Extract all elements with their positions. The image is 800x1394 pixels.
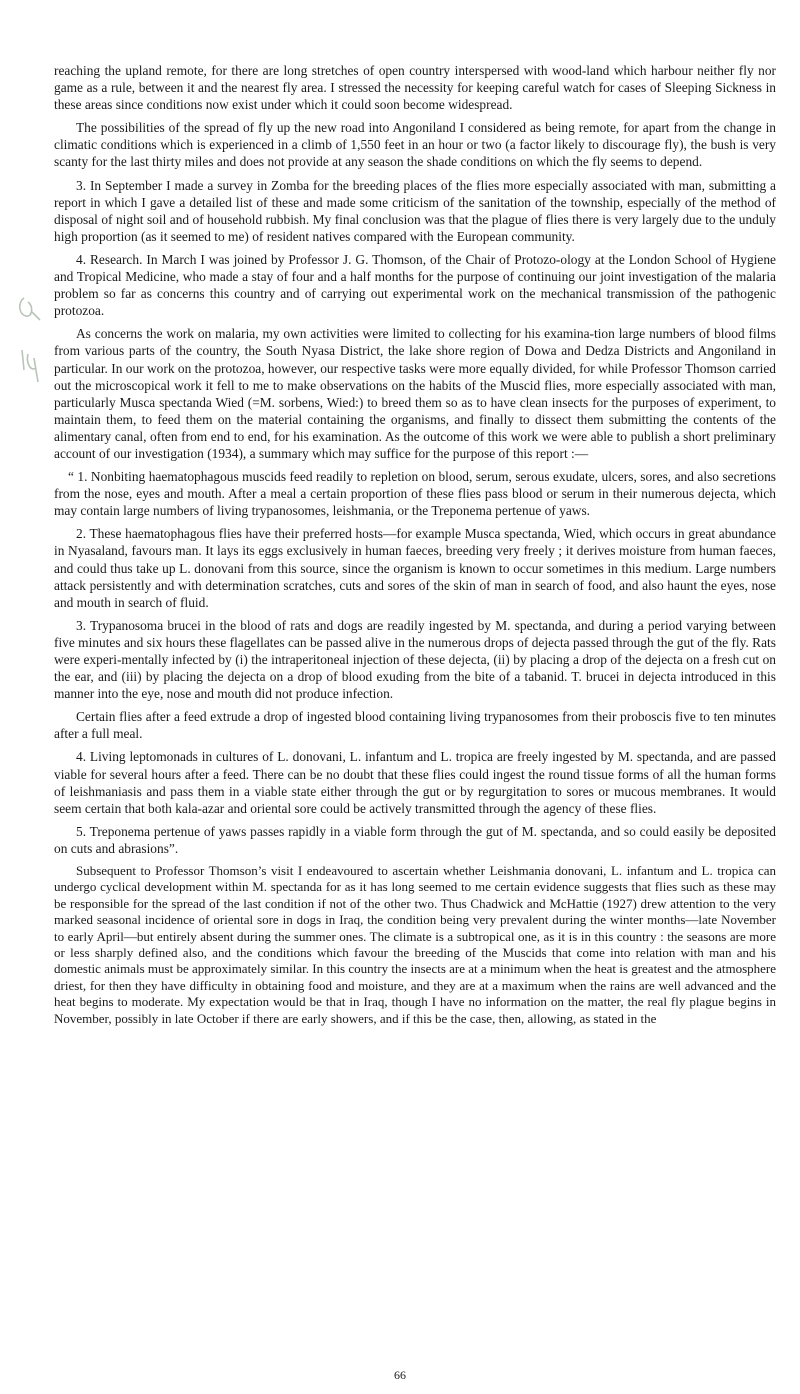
quoted-item-4: 4. Living leptomonads in cultures of L. donovani, L. infantum and L. tropica are freely ingested by M. spectanda, and are passed viable for several hours after a feed. There can be no doubt that these flies could ingest the round tissue forms of all the human forms of leishmaniasis and pass them in a viable state either through the gut or by regurgitation to sores or mucous membranes. It would seem certain that both kala-azar and oriental sore could be actively transmitted through the agency of these flies. [54, 749, 776, 816]
document-body [54, 62, 776, 1033]
paragraph: reaching the upland remote, for there are long stretches of open country interspersed with wood-land which harbour neither fly nor game as a rule, between it and the nearest fly area. I stressed the necessity for keeping careful watch for cases of Sleeping Sickness in these areas since conditions now exist under which it could soon become widespread. [54, 63, 776, 113]
paragraph: Subsequent to Professor Thomson’s visit I endeavoured to ascertain whether Leishmania donovani, L. infantum and L. tropica can undergo cyclical development within M. spectanda for as it has long seemed to me certain evidence suggests that flies such as these may be responsible for the spread of the last condition if not of the other two. Thus Chadwick and McHattie (1927) drew attention to the very marked seasonal incidence of oriental sore in dogs in Iraq, the condition being very prevalent during the winter months—late November to early April—but entirely absent during the summer ones. The climate is a subtropical one, as it is in this country : the seasons are more or less sharply defined also, and the conditions which favour the breeding of the Muscids that come into relation with man and his domestic animals must be approximately similar. In this country the insects are at a minimum when the heat is greatest and the atmosphere driest, for then they have difficulty in obtaining food and moisture, and they are at a maximum when the rains are well advanced and the heat begins to moderate. My expectation would be that in Iraq, though I have no information on the matter, the real fly plague begins in November, possibly in late October if there are early showers, and if this be the case, then, allowing, as stated in the [54, 863, 776, 1026]
paragraph-research: 4. Research. In March I was joined by Professor J. G. Thomson, of the Chair of Protozo-ology at the London School of Hygiene and Tropical Medicine, who made a stay of four and a half months for the purpose of continuing our joint investigation of the malaria problem so far as concerns this country and of carrying out experimental work on the mechanical transmission of the pathogenic protozoa. [54, 251, 776, 319]
quoted-item-1: “ 1. Nonbiting haematophagous muscids feed readily to repletion on blood, serum, serous exudate, ulcers, sores, and also secretions from the nose, eyes and mouth. After a meal a certain proportion of these flies pass blood or serum in their numerous dejecta, which may contain large numbers of living trypanosomes, leishmania, or the Treponema pertenue of yaws. [54, 469, 776, 519]
page-number: 66 [394, 1368, 406, 1382]
paragraph: Certain flies after a feed extrude a drop of ingested blood containing living trypanosomes from their proboscis five to ten minutes after a full meal. [54, 709, 776, 742]
quoted-item-3: 3. Trypanosoma brucei in the blood of rats and dogs are readily ingested by M. spectanda, and during a period varying between five minutes and six hours these flagellates can be passed alive in the numerous drops of dejecta passed through the gut of the fly. Rats were experi-mentally infected by (i) the intraperitoneal injection of these dejecta, (ii) by placing a drop of the dejecta on a fresh cut on the ear, and (iii) by placing the dejecta on a drop of blood exuding from the bite of a tabanid. T. brucei in dejecta introduced in this manner into the eye, nose and mouth did not produce infection. [54, 617, 776, 702]
margin-ink-mark [14, 292, 44, 388]
paragraph: The possibilities of the spread of fly up the new road into Angoniland I considered as being remote, for apart from the change in climatic conditions which is experienced in a climb of 1,550 feet in an hour or two (a factor likely to discourage fly), the bush is very scanty for the last thirty miles and does not provide at any season the shade conditions on which the fly seems to depend. [54, 120, 776, 170]
quoted-item-2: 2. These haematophagous flies have their preferred hosts—for example Musca spectanda, Wied, which occurs in great abundance in Nyasaland, favours man. It lays its eggs exclusively in human faeces, breeding very freely ; it derives moisture from human faeces, and could thus take up L. donovani from this source, since the organism is known to occur sometimes in this medium. Large numbers attack persistently and with determination scratches, cuts and sores of the skin of man in search of food, and also haunt the eyes, nose and mouth in search of fluid. [54, 526, 776, 610]
paragraph: As concerns the work on malaria, my own activities were limited to collecting for his examina-tion large numbers of blood films from various parts of the country, the South Nyasa District, the lake shore region of Dowa and Dedza Districts and Angoniland in particular. In our work on the protozoa, however, our respective tasks were more equally divided, for while Professor Thomson carried out the microscopical work it fell to me to make observations on the habits of the Muscid flies, more especially associated with man, particularly Musca spectanda Wied (=M. sorbens, Wied:) to breed them so as to have clean insects for the purposes of experiment, to maintain them, to feed them on the material containing the organisms, and finally to dissect them submitting the contents of the alimentary canal, often from end to end, for his examination. As the outcome of this work we were able to publish a short preliminary account of our investigation (1934), a summary which may suffice for the purpose of this report :— [54, 326, 776, 461]
paragraph: 3. In September I made a survey in Zomba for the breeding places of the flies more especially associated with man, submitting a report in which I gave a detailed list of these and made some criticism of the sanitation of the township, especially of the method of disposal of night soil and of household rubbish. My final conclusion was that the plague of flies there is very largely due to the unduly high proportion (as it seemed to me) of resident natives compared with the European community. [54, 177, 776, 244]
quoted-item-5: 5. Treponema pertenue of yaws passes rapidly in a viable form through the gut of M. spectanda, and so could easily be deposited on cuts and abrasions”. [54, 823, 776, 856]
